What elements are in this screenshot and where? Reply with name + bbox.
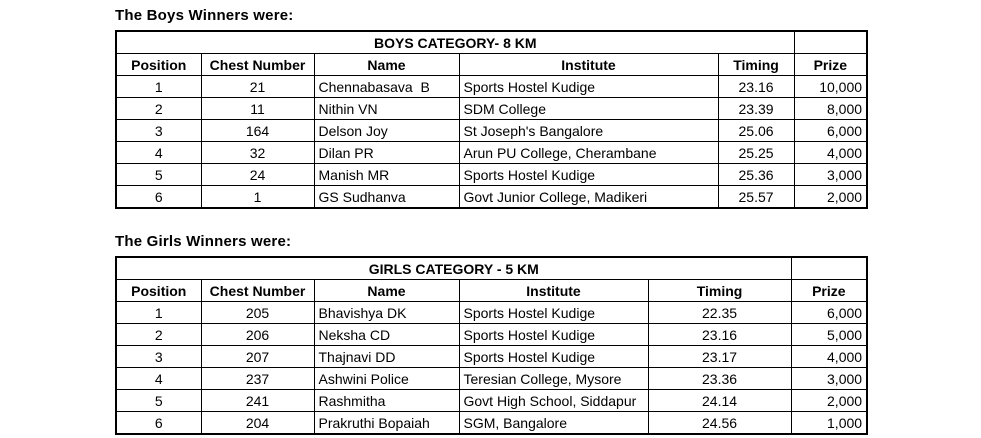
cell-timing: 25.57 (718, 186, 794, 209)
table-row (116, 390, 867, 412)
cell-prize: 8,000 (794, 98, 867, 120)
table-title-empty-cell (794, 31, 867, 54)
cell-name: Neksha CD (314, 324, 459, 346)
cell-prize: 4,000 (794, 142, 867, 164)
cell-timing: 25.25 (718, 142, 794, 164)
cell-position: 2 (116, 98, 201, 120)
cell-chest-number: 21 (201, 76, 314, 98)
cell-name: Thajnavi DD (314, 346, 459, 368)
boys-table-title: BOYS CATEGORY- 8 KM (116, 31, 794, 54)
cell-name: GS Sudhanva (314, 186, 459, 209)
cell-institute: Govt High School, Siddapur (459, 390, 648, 412)
column-header-position: Position (116, 280, 201, 302)
cell-institute: Sports Hostel Kudige (459, 76, 718, 98)
column-header-name: Name (314, 54, 459, 76)
cell-position: 4 (116, 142, 201, 164)
cell-timing: 23.16 (648, 324, 791, 346)
cell-chest-number: 207 (201, 346, 314, 368)
table-header-row (116, 54, 867, 76)
cell-institute: Arun PU College, Cherambane (459, 142, 718, 164)
table-title-empty-cell (791, 257, 867, 280)
cell-name: Ashwini Police (314, 368, 459, 390)
boys-results-table (115, 30, 868, 209)
table-row (116, 186, 867, 209)
cell-prize: 4,000 (791, 346, 867, 368)
cell-institute: St Joseph's Bangalore (459, 120, 718, 142)
cell-position: 6 (116, 186, 201, 209)
cell-position: 1 (116, 302, 201, 324)
column-header-chest-number: Chest Number (201, 280, 314, 302)
table-row (116, 346, 867, 368)
table-row (116, 412, 867, 435)
column-header-name: Name (314, 280, 459, 302)
column-header-institute: Institute (459, 280, 648, 302)
cell-prize: 6,000 (791, 302, 867, 324)
cell-position: 6 (116, 412, 201, 435)
cell-institute: Sports Hostel Kudige (459, 164, 718, 186)
table-row (116, 324, 867, 346)
cell-position: 5 (116, 164, 201, 186)
cell-institute: SDM College (459, 98, 718, 120)
cell-chest-number: 205 (201, 302, 314, 324)
cell-position: 4 (116, 368, 201, 390)
cell-prize: 3,000 (794, 164, 867, 186)
column-header-position: Position (116, 54, 201, 76)
cell-chest-number: 206 (201, 324, 314, 346)
cell-chest-number: 32 (201, 142, 314, 164)
column-header-timing: Timing (648, 280, 791, 302)
cell-timing: 24.14 (648, 390, 791, 412)
cell-name: Bhavishya DK (314, 302, 459, 324)
table-title-row (116, 31, 867, 54)
cell-prize: 5,000 (791, 324, 867, 346)
table-header-row (116, 280, 867, 302)
table-row (116, 302, 867, 324)
cell-prize: 10,000 (794, 76, 867, 98)
table-row (116, 164, 867, 186)
cell-name: Chennabasava B (314, 76, 459, 98)
cell-timing: 23.39 (718, 98, 794, 120)
cell-chest-number: 11 (201, 98, 314, 120)
cell-prize: 3,000 (791, 368, 867, 390)
cell-name: Prakruthi Bopaiah (314, 412, 459, 435)
cell-position: 5 (116, 390, 201, 412)
cell-timing: 25.06 (718, 120, 794, 142)
girls-results-table (115, 256, 868, 435)
cell-institute: Govt Junior College, Madikeri (459, 186, 718, 209)
cell-chest-number: 241 (201, 390, 314, 412)
cell-timing: 24.56 (648, 412, 791, 435)
cell-chest-number: 24 (201, 164, 314, 186)
cell-institute: Sports Hostel Kudige (459, 324, 648, 346)
table-row (116, 98, 867, 120)
cell-timing: 23.17 (648, 346, 791, 368)
table-row (116, 120, 867, 142)
cell-chest-number: 237 (201, 368, 314, 390)
cell-institute: Sports Hostel Kudige (459, 346, 648, 368)
cell-name: Dilan PR (314, 142, 459, 164)
girls-winners-heading: The Girls Winners were: (115, 233, 292, 250)
cell-institute: SGM, Bangalore (459, 412, 648, 435)
cell-prize: 6,000 (794, 120, 867, 142)
column-header-timing: Timing (718, 54, 794, 76)
boys-winners-heading: The Boys Winners were: (115, 7, 294, 24)
cell-institute: Teresian College, Mysore (459, 368, 648, 390)
column-header-institute: Institute (459, 54, 718, 76)
cell-prize: 2,000 (791, 390, 867, 412)
column-header-prize: Prize (794, 54, 867, 76)
table-row (116, 142, 867, 164)
cell-prize: 2,000 (794, 186, 867, 209)
cell-chest-number: 164 (201, 120, 314, 142)
cell-chest-number: 1 (201, 186, 314, 209)
cell-timing: 23.36 (648, 368, 791, 390)
table-row (116, 368, 867, 390)
cell-chest-number: 204 (201, 412, 314, 435)
cell-timing: 23.16 (718, 76, 794, 98)
cell-position: 2 (116, 324, 201, 346)
column-header-chest-number: Chest Number (201, 54, 314, 76)
cell-prize: 1,000 (791, 412, 867, 435)
cell-position: 1 (116, 76, 201, 98)
cell-position: 3 (116, 346, 201, 368)
cell-institute: Sports Hostel Kudige (459, 302, 648, 324)
cell-name: Delson Joy (314, 120, 459, 142)
table-row (116, 76, 867, 98)
cell-name: Nithin VN (314, 98, 459, 120)
girls-table-title: GIRLS CATEGORY - 5 KM (116, 257, 791, 280)
table-title-row (116, 257, 867, 280)
cell-timing: 25.36 (718, 164, 794, 186)
column-header-prize: Prize (791, 280, 867, 302)
cell-name: Rashmitha (314, 390, 459, 412)
cell-timing: 22.35 (648, 302, 791, 324)
cell-position: 3 (116, 120, 201, 142)
cell-name: Manish MR (314, 164, 459, 186)
